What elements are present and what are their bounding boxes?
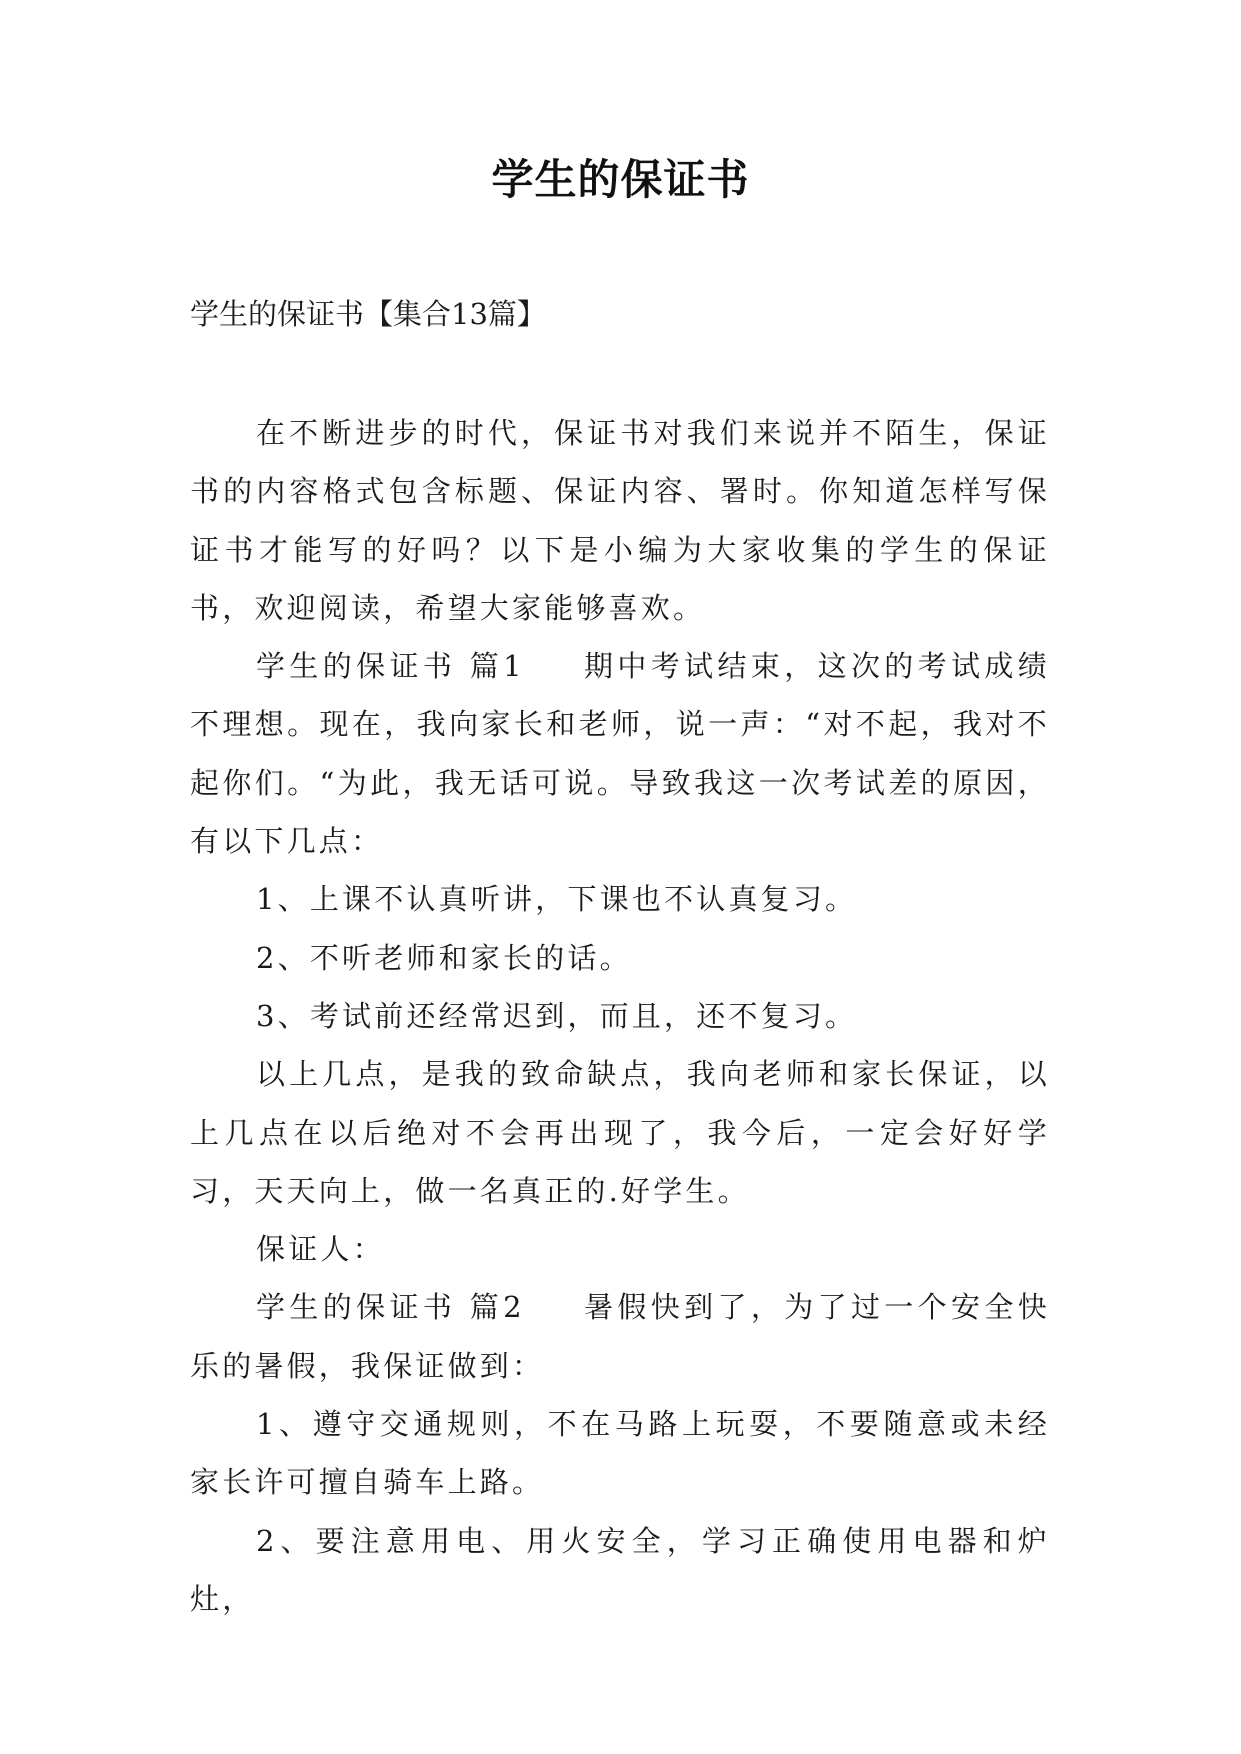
paragraph-section-1 xyxy=(190,637,1050,870)
paragraph-text: 以上几点，是我的致命缺点，我向老师和家长保证，以上几点在以后绝对不会再出现了，我今后，一定会好好学习，天天向上，做一名真正的.好学生。 xyxy=(190,1057,1050,1208)
section-heading: 学生的保证书 篇1 xyxy=(256,649,525,684)
paragraph-text: 2、不听老师和家长的话。 xyxy=(256,940,632,975)
paragraph-text: 3、考试前还经常迟到，而且，还不复习。 xyxy=(256,998,858,1033)
list-item xyxy=(190,987,1050,1045)
document-subtitle: 学生的保证书【集合13篇】 xyxy=(190,297,546,331)
section-heading: 学生的保证书 篇2 xyxy=(256,1290,525,1325)
paragraph-text: 2、要注意用电、用火安全，学习正确使用电器和炉灶， xyxy=(190,1523,1050,1616)
paragraph-text: 保证人： xyxy=(256,1232,385,1267)
paragraph xyxy=(190,1045,1050,1220)
document-title: 学生的保证书 xyxy=(491,155,750,204)
paragraph-text: 暑假快到了，为了过一个安全快乐的暑假，我保证做到： xyxy=(190,1290,1050,1383)
paragraph-section-2 xyxy=(190,1278,1050,1395)
paragraph-intro xyxy=(190,404,1050,637)
list-item xyxy=(190,870,1050,928)
paragraph-text: 1、上课不认真听讲，下课也不认真复习。 xyxy=(256,882,858,917)
paragraph-text: 1、遵守交通规则，不在马路上玩耍，不要随意或未经家长许可擅自骑车上路。 xyxy=(190,1407,1050,1500)
list-item xyxy=(190,1512,1050,1629)
list-item xyxy=(190,1395,1050,1512)
paragraph-text: 在不断进步的时代，保证书对我们来说并不陌生，保证书的内容格式包含标题、保证内容、署时。你知道怎样写保证书才能写的好吗？以下是小编为大家收集的学生的保证书，欢迎阅读，希望大家能够喜欢。 xyxy=(190,416,1050,625)
paragraph-text: 期中考试结束，这次的考试成绩不理想。现在，我向家长和老师，说一声：“对不起，我对不起你们。“为此，我无话可说。导致我这一次考试差的原因，有以下几点： xyxy=(190,649,1050,859)
document-body xyxy=(190,404,1050,1628)
list-item xyxy=(190,929,1050,987)
signature-line xyxy=(190,1220,1050,1278)
